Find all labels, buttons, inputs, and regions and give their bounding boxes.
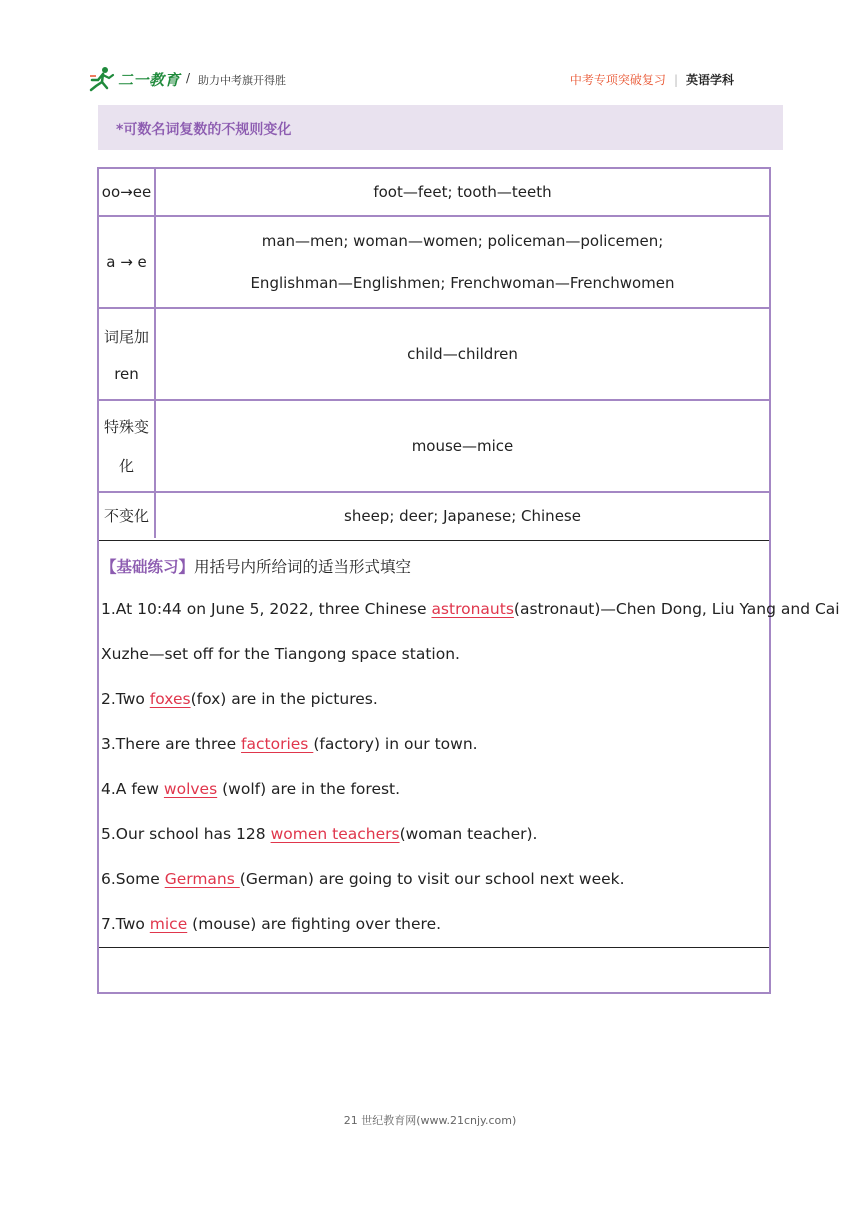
item-text: (mouse) are fighting over there. [187, 915, 442, 933]
header-topic: 中考专项突破复习 [569, 73, 666, 87]
item-text: (wolf) are in the forest. [217, 780, 401, 798]
exercise-item [101, 825, 761, 843]
answer-text: women teachers [270, 825, 400, 843]
header-separator: / [186, 71, 191, 85]
plural-rules-table [97, 167, 840, 994]
rule-cell [99, 493, 156, 538]
answer-text: Germans [164, 870, 240, 888]
exercise-item [101, 915, 761, 933]
header-slogan: 助力中考旗开得胜 [198, 74, 286, 87]
table-row [99, 493, 769, 538]
exercise-item [101, 735, 761, 753]
rule-label: 化 [118, 457, 134, 475]
rule-cell [99, 401, 156, 491]
answer-text: foxes [149, 690, 191, 708]
exercise-item [101, 870, 761, 888]
exercise-item [101, 690, 761, 708]
exercise-item [101, 600, 840, 618]
example-text: child—children [407, 345, 518, 363]
answer-text: factories [241, 735, 314, 753]
exercise-instruction: 用括号内所给词的适当形式填空 [194, 558, 412, 576]
item-text: (German) are going to visit our school next week. [239, 870, 625, 888]
rule-cell [99, 309, 156, 399]
table-row [99, 217, 769, 309]
answer-text: astronauts [431, 600, 514, 618]
logo [88, 66, 180, 92]
example-text: foot—feet; tooth—teeth [373, 183, 552, 201]
table-row [99, 169, 769, 217]
example-cell [156, 309, 769, 399]
rule-label: 词尾加 [103, 327, 149, 346]
rule-label: a → e [106, 253, 147, 271]
answer-text: wolves [163, 780, 218, 798]
header-right [570, 71, 734, 88]
item-text: (woman teacher). [399, 825, 538, 843]
rule-cell [99, 217, 156, 307]
item-text: (factory) in our town. [313, 735, 478, 753]
example-text: man—men; woman—women; policeman—policemen; [261, 232, 664, 250]
rule-label: 特殊变 [103, 418, 149, 436]
rule-label: oo→ee [101, 183, 152, 201]
header-right-separator: | [673, 72, 678, 87]
item-text: 5.Our school has 128 [101, 825, 271, 843]
item-text: 6.Some [101, 870, 165, 888]
item-text: (astronaut)—Chen Dong, Liu Yang and Cai [513, 600, 840, 618]
answer-text: mice [149, 915, 188, 933]
table-row [99, 401, 769, 493]
page-header [88, 62, 738, 96]
exercise-item [101, 645, 761, 663]
example-cell [156, 169, 769, 215]
exercise-tag: 【基础练习】 [101, 558, 195, 576]
exercise-heading [101, 555, 761, 577]
item-text: (fox) are in the pictures. [190, 690, 378, 708]
item-text: 4.A few [101, 780, 164, 798]
item-text: Xuzhe—set off for the Tiangong space station. [101, 645, 460, 663]
example-cell [156, 401, 769, 491]
example-text: sheep; deer; Japanese; Chinese [344, 506, 581, 525]
example-text: mouse—mice [411, 437, 514, 455]
header-subject: 英语学科 [685, 73, 734, 87]
runner-logo-icon [88, 66, 116, 92]
rule-label: ren [114, 364, 139, 383]
logo-text: 二一教育 [118, 71, 181, 89]
item-text: 1.At 10:44 on June 5, 2022, three Chinese [101, 600, 432, 618]
item-text: 7.Two [101, 915, 150, 933]
exercise-section [99, 540, 840, 948]
table-row [99, 309, 769, 401]
page-footer: 21 世纪教育网(www.21cnjy.com) [343, 1114, 517, 1127]
exercise-item [101, 780, 761, 798]
item-text: 3.There are three [101, 735, 242, 753]
example-text: Englishman—Englishmen; Frenchwoman—Frenchwomen [250, 274, 675, 292]
section-title: *可数名词复数的不规则变化 [116, 122, 292, 138]
rule-cell [99, 169, 156, 215]
section-title-band [98, 105, 783, 150]
rule-label: 不变化 [103, 507, 149, 525]
item-text: 2.Two [101, 690, 150, 708]
example-cell [156, 217, 769, 307]
example-cell [156, 493, 769, 538]
